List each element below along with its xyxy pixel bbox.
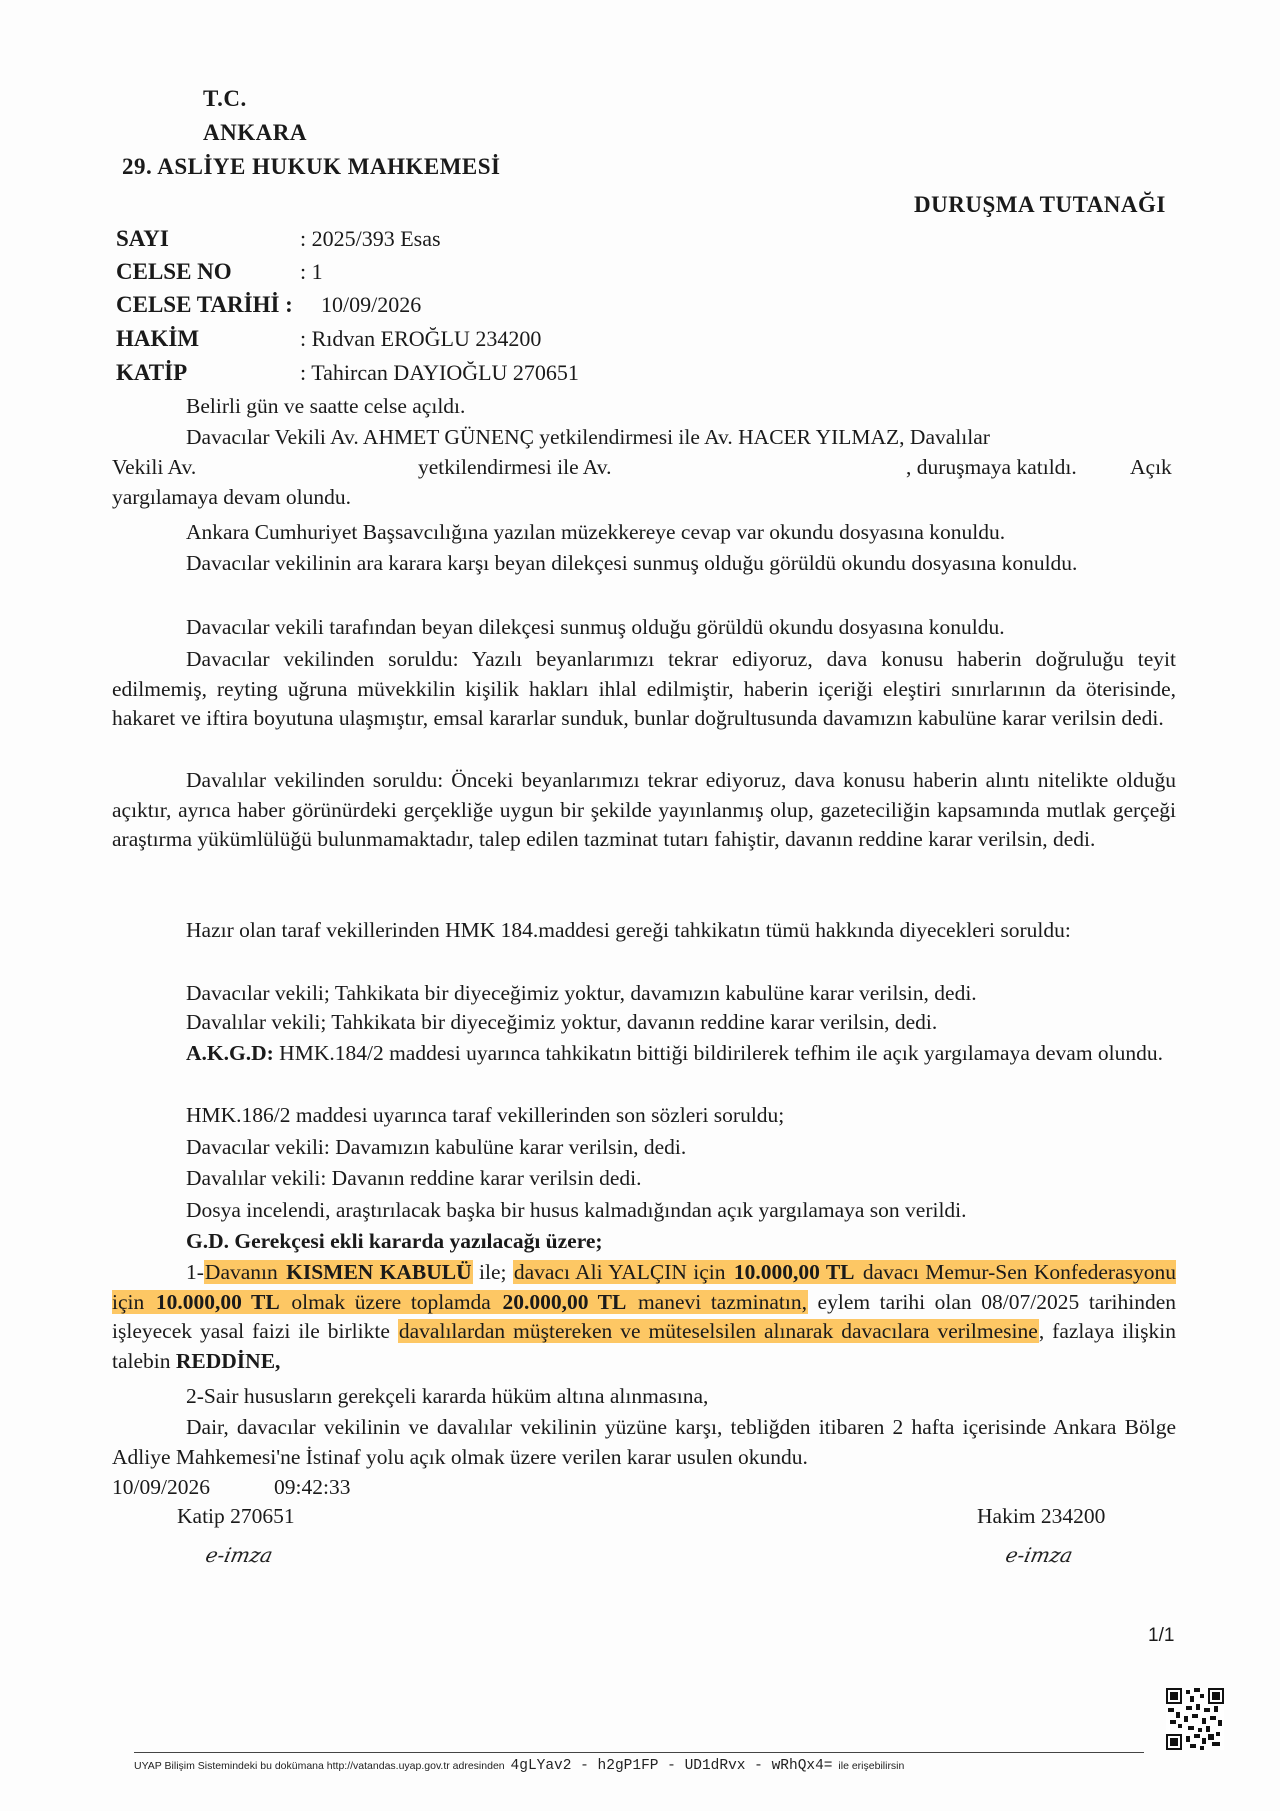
celse-no-value: : 1: [300, 259, 323, 284]
footer-text-before: UYAP Bilişim Sistemindeki bu dokümana http://vatandas.uyap.gov.tr adresinden: [134, 1760, 505, 1772]
header-city: ANKARA: [203, 120, 307, 145]
paragraph-hukum-2: 2-Sair hususların gerekçeli kararda hüküm altına alınmasına,: [186, 1384, 709, 1408]
akgd-label: A.K.G.D:: [186, 1041, 274, 1065]
paragraph-dosya-incelendi: Dosya incelendi, araştırılacak başka bir husus kalmadığından açık yargılamaya son verildi.: [186, 1198, 967, 1222]
paragraph-davali-tahkikat: Davalılar vekili; Tahkikata bir diyeceğimiz yoktur, davanın reddine karar verilsin, dedi.: [186, 1010, 938, 1034]
sayi-value: : 2025/393 Esas: [300, 226, 441, 251]
qr-code-icon: [1166, 1688, 1224, 1750]
paragraph-attendance-line1: Davacılar Vekili Av. AHMET GÜNENÇ yetkilendirmesi ile Av. HACER YILMAZ, Davalılar: [186, 425, 990, 449]
paragraph-davaci-son-soz: Davacılar vekili: Davamızın kabulüne karar verilsin, dedi.: [186, 1135, 687, 1159]
paragraph-davali-son-soz: Davalılar vekili: Davanın reddine karar verilsin dedi.: [186, 1166, 642, 1190]
footer-access-code: 4gLYav2 - h2gP1FP - UD1dRvx - wRhQx4=: [510, 1758, 833, 1774]
katip-e-imza: e-imza: [203, 1543, 275, 1567]
highlight-musteresek: davalılardan müştereken ve müteselsilen alınarak davacılara verilmesine: [398, 1319, 1038, 1343]
katip-label: KATİP: [116, 360, 188, 385]
hukum-1-number: 1-: [186, 1260, 204, 1284]
paragraph-davali-beyan: Davalılar vekilinden soruldu: Önceki beyanlarımızı tekrar ediyoruz, dava konusu haberin alıntı nitelikte olduğu açıktır, ayrıca haber görünürdeki gerçekliğe uygun bir şekilde yayınlanmış olup, gazeteciliğin kapsamında mutlak gerçeği araştırma yükümlülüğü bulunmamaktadır, talep edilen tazminat tutarı fahiştir, davanın reddine karar verilsin, dedi.: [112, 768, 1176, 851]
closing-time: 09:42:33: [274, 1475, 351, 1499]
paragraph-beyan: Davacılar vekili tarafından beyan dilekçesi sunmuş olduğu görüldü okundu dosyasına konuldu.: [186, 615, 1005, 639]
attendance-line2-part3: , duruşmaya katıldı.: [906, 455, 1077, 479]
header-tc: T.C.: [203, 86, 247, 111]
header-court: 29. ASLİYE HUKUK MAHKEMESİ: [122, 154, 501, 179]
page-number: 1/1: [1148, 1625, 1175, 1646]
sayi-label: SAYI: [116, 226, 169, 251]
celse-tarihi-value: 10/09/2026: [321, 292, 422, 317]
paragraph-dair: Dair, davacılar vekilinin ve davalılar vekilinin yüzüne karşı, tebliğden itibaren 2 hafta içerisinde Ankara Bölge Adliye Mahkemesi'ne İstinaf yolu açık olmak üzere verilen karar usulen okundu.: [112, 1415, 1176, 1469]
hakim-signature-label: Hakim 234200: [977, 1504, 1106, 1528]
closing-date: 10/09/2026: [112, 1475, 210, 1499]
paragraph-akgd: [112, 1039, 1176, 1069]
highlight-amount-2: 10.000,00 TL: [155, 1289, 280, 1314]
paragraph-hukum-1: [112, 1258, 1176, 1376]
celse-tarihi-label: CELSE TARİHİ :: [116, 292, 293, 317]
paragraph-ara-karar: Davacılar vekilinin ara karara karşı beyan dilekçesi sunmuş olduğu görüldü okundu dosyasına konuldu.: [186, 551, 1078, 575]
attendance-line2-part2: yetkilendirmesi ile Av.: [418, 455, 612, 479]
footer-uyap: [134, 1758, 904, 1774]
hukum-1-fazlaya: , fazlaya ilişkin talebin: [112, 1319, 1176, 1373]
highlight-kismen-kabulu: KISMEN KABULÜ: [279, 1260, 472, 1284]
akgd-text: HMK.184/2 maddesi uyarınca tahkikatın bittiği bildirilerek tefhim ile açık yargılamaya devam olundu.: [273, 1041, 1164, 1065]
highlight-toplamda: olmak üzere toplamda: [281, 1289, 501, 1314]
attendance-line2-part4: Açık: [1130, 455, 1172, 479]
hakim-label: HAKİM: [116, 326, 200, 351]
hakim-value: : Rıdvan EROĞLU 234200: [300, 326, 542, 351]
highlight-davaci-ali: davacı Ali YALÇIN için: [513, 1260, 732, 1284]
paragraph-hmk-186: HMK.186/2 maddesi uyarınca taraf vekillerinden son sözleri soruldu;: [186, 1103, 785, 1127]
katip-value: : Tahircan DAYIOĞLU 270651: [300, 360, 579, 385]
paragraph-gerekce-heading: G.D. Gerekçesi ekli kararda yazılacağı üzere;: [186, 1229, 603, 1253]
highlight-davaci-memur-sen: davacı Memur-Sen Konfederasyonu için: [112, 1260, 1176, 1314]
highlight-amount-total: 20.000,00 TL: [502, 1289, 627, 1314]
highlight-davanin: Davanın: [204, 1260, 278, 1284]
celse-no-label: CELSE NO: [116, 259, 232, 284]
hukum-1-ile: ile;: [472, 1260, 513, 1284]
hukum-1-reddine: REDDİNE,: [175, 1348, 281, 1373]
paragraph-muzekkere: Ankara Cumhuriyet Başsavcılığına yazılan müzekkereye cevap var okundu dosyasına konuldu.: [186, 520, 1006, 544]
hukum-1-faiz: eylem tarihi olan 08/07/2025 tarihinden işleyecek yasal faizi ile birlikte: [112, 1289, 1176, 1343]
paragraph-davaci-tahkikat: Davacılar vekili; Tahkikata bir diyeceğimiz yoktur, davamızın kabulüne karar verilsin, dedi.: [186, 981, 977, 1005]
document-type-title: DURUŞMA TUTANAĞI: [914, 192, 1166, 217]
highlight-manevi-tazminat: manevi tazminatın,: [628, 1289, 807, 1314]
footer-text-after: ile erişebilirsin: [838, 1760, 905, 1772]
attendance-line2-part1: Vekili Av.: [112, 455, 197, 479]
paragraph-hmk-184: Hazır olan taraf vekillerinden HMK 184.maddesi gereği tahkikatın tümü hakkında diyecekleri soruldu:: [186, 918, 1071, 942]
paragraph-opening: Belirli gün ve saatte celse açıldı.: [186, 394, 466, 418]
paragraph-davaci-beyan: Davacılar vekilinden soruldu: Yazılı beyanlarımızı tekrar ediyoruz, dava konusu haberin doğruluğu teyit edilmemiş, reyting uğruna müvekkilin kişilik hakları ihlal edilmiştir, haberin içeriği eleştiri sınırlarının da öterisinde, hakaret ve iftira boyutuna ulaşmıştır, emsal kararlar sunduk, bunlar doğrultusunda davamızın kabulüne karar verilsin dedi.: [112, 647, 1176, 730]
hakim-e-imza: e-imza: [1003, 1543, 1075, 1567]
highlight-amount-1: 10.000,00 TL: [733, 1260, 855, 1284]
footer-divider: [134, 1752, 1144, 1753]
attendance-line3: yargılamaya devam olundu.: [112, 485, 352, 509]
katip-signature-label: Katip 270651: [177, 1504, 295, 1528]
